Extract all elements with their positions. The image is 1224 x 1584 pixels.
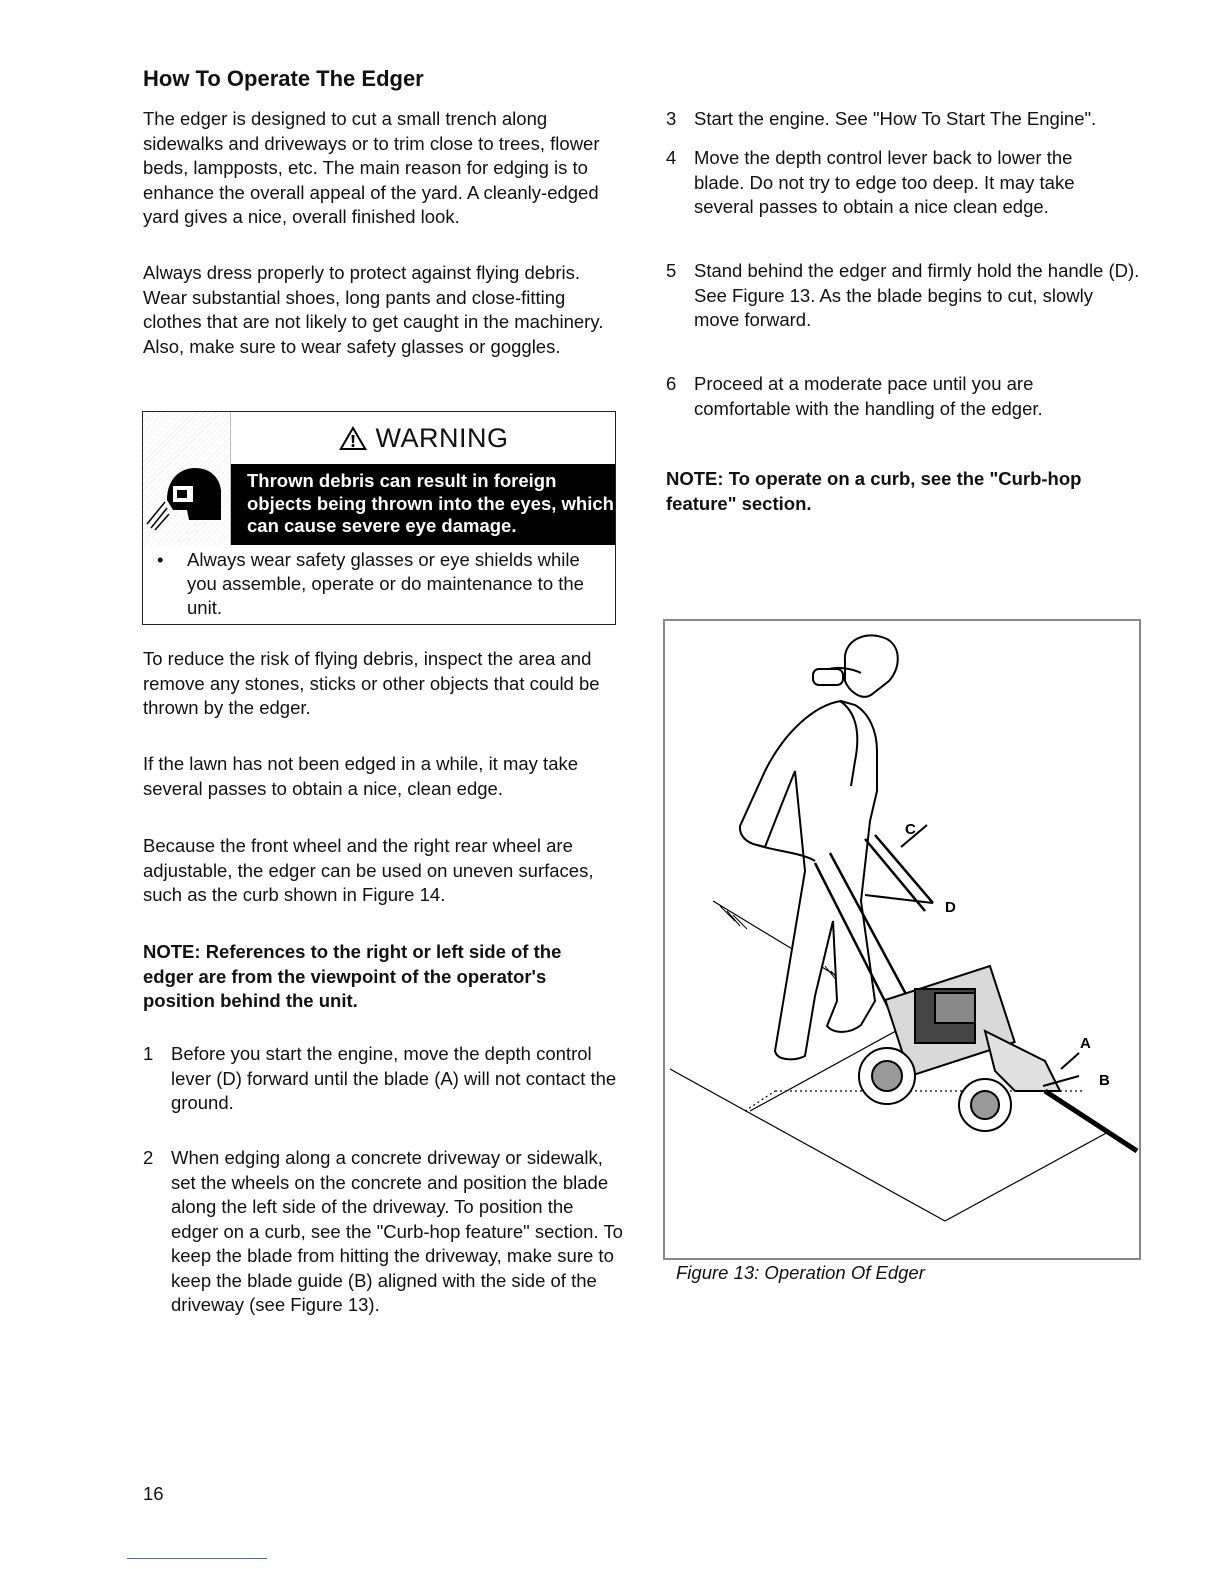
step-number: 4 xyxy=(666,147,677,168)
label-b: B xyxy=(1099,1072,1110,1089)
step-5 xyxy=(666,259,1141,333)
step-number: 3 xyxy=(666,108,677,129)
warning-instruction: Always wear safety glasses or eye shields while you assemble, operate or do maintenance to the unit. xyxy=(187,549,584,618)
label-c: C xyxy=(905,821,916,838)
label-d: D xyxy=(945,899,956,916)
step-text: Start the engine. See "How To Start The Engine". xyxy=(694,108,1097,129)
step-text: Proceed at a moderate pace until you are comfortable with the handling of the edger. xyxy=(694,373,1043,419)
debris-paragraph: To reduce the risk of flying debris, inspect the area and remove any stones, sticks or other objects that could be thrown by the edger. xyxy=(143,648,600,718)
bullet-icon: • xyxy=(157,549,164,570)
page-title: How To Operate The Edger xyxy=(143,66,424,91)
dress-paragraph: Always dress properly to protect against flying debris. Wear substantial shoes, long pants and close-fitting clothes that are not likely to get caught in the machinery. Also, make sure to wear safety glasses or goggles. xyxy=(143,262,604,357)
wheels-paragraph: Because the front wheel and the right rear wheel are adjustable, the edger can be used on uneven surfaces, such as the curb shown in Figure 14. xyxy=(143,835,594,905)
step-6 xyxy=(666,372,1086,421)
note-left: NOTE: References to the right or left side of the edger are from the viewpoint of the operator's position behind the unit. xyxy=(143,941,562,1011)
warning-hazard: Thrown debris can result in foreign objects being thrown into the eyes, which can cause severe eye damage. xyxy=(231,464,615,545)
figure-caption: Figure 13: Operation Of Edger xyxy=(676,1262,925,1283)
step-text: Before you start the engine, move the depth control lever (D) forward until the blade (A) will not contact the ground. xyxy=(171,1043,617,1113)
page-number: 16 xyxy=(143,1483,164,1504)
step-number: 5 xyxy=(666,260,677,281)
edger-illustration xyxy=(665,621,1139,1258)
step-1 xyxy=(143,1042,623,1116)
step-3 xyxy=(666,107,1141,132)
eye-protection-icon xyxy=(143,412,231,545)
alert-icon xyxy=(338,425,368,451)
step-number: 1 xyxy=(143,1043,154,1064)
label-a: A xyxy=(1080,1035,1091,1052)
footer-rule xyxy=(127,1558,267,1559)
step-text: Move the depth control lever back to lower the blade. Do not try to edge too deep. It may take several passes to obtain a nice clean edge. xyxy=(694,147,1075,217)
step-number: 6 xyxy=(666,373,677,394)
step-number: 2 xyxy=(143,1147,154,1168)
step-2 xyxy=(143,1146,623,1318)
note-right: NOTE: To operate on a curb, see the "Curb-hop feature" section. xyxy=(666,468,1082,514)
step-text: When edging along a concrete driveway or sidewalk, set the wheels on the concrete and position the blade along the left side of the driveway. To position the edger on a curb, see the "Curb-hop feature" section. To keep the blade from hitting the driveway, make sure to keep the blade guide (B) aligned with the side of the driveway (see Figure 13). xyxy=(171,1147,623,1315)
warning-box xyxy=(142,411,616,625)
intro-paragraph: The edger is designed to cut a small trench along sidewalks and driveways or to trim close to trees, flower beds, lampposts, etc. The main reason for edging is to enhance the overall appeal of the yard. A cleanly-edged yard gives a nice, overall finished look. xyxy=(143,108,600,227)
lawn-paragraph: If the lawn has not been edged in a while, it may take several passes to obtain a nice, clean edge. xyxy=(143,753,579,799)
step-4 xyxy=(666,146,1126,220)
warning-title: WARNING xyxy=(375,422,509,453)
figure-13 xyxy=(663,619,1141,1260)
step-text: Stand behind the edger and firmly hold the handle (D). See Figure 13. As the blade begins to cut, slowly move forward. xyxy=(694,260,1140,330)
